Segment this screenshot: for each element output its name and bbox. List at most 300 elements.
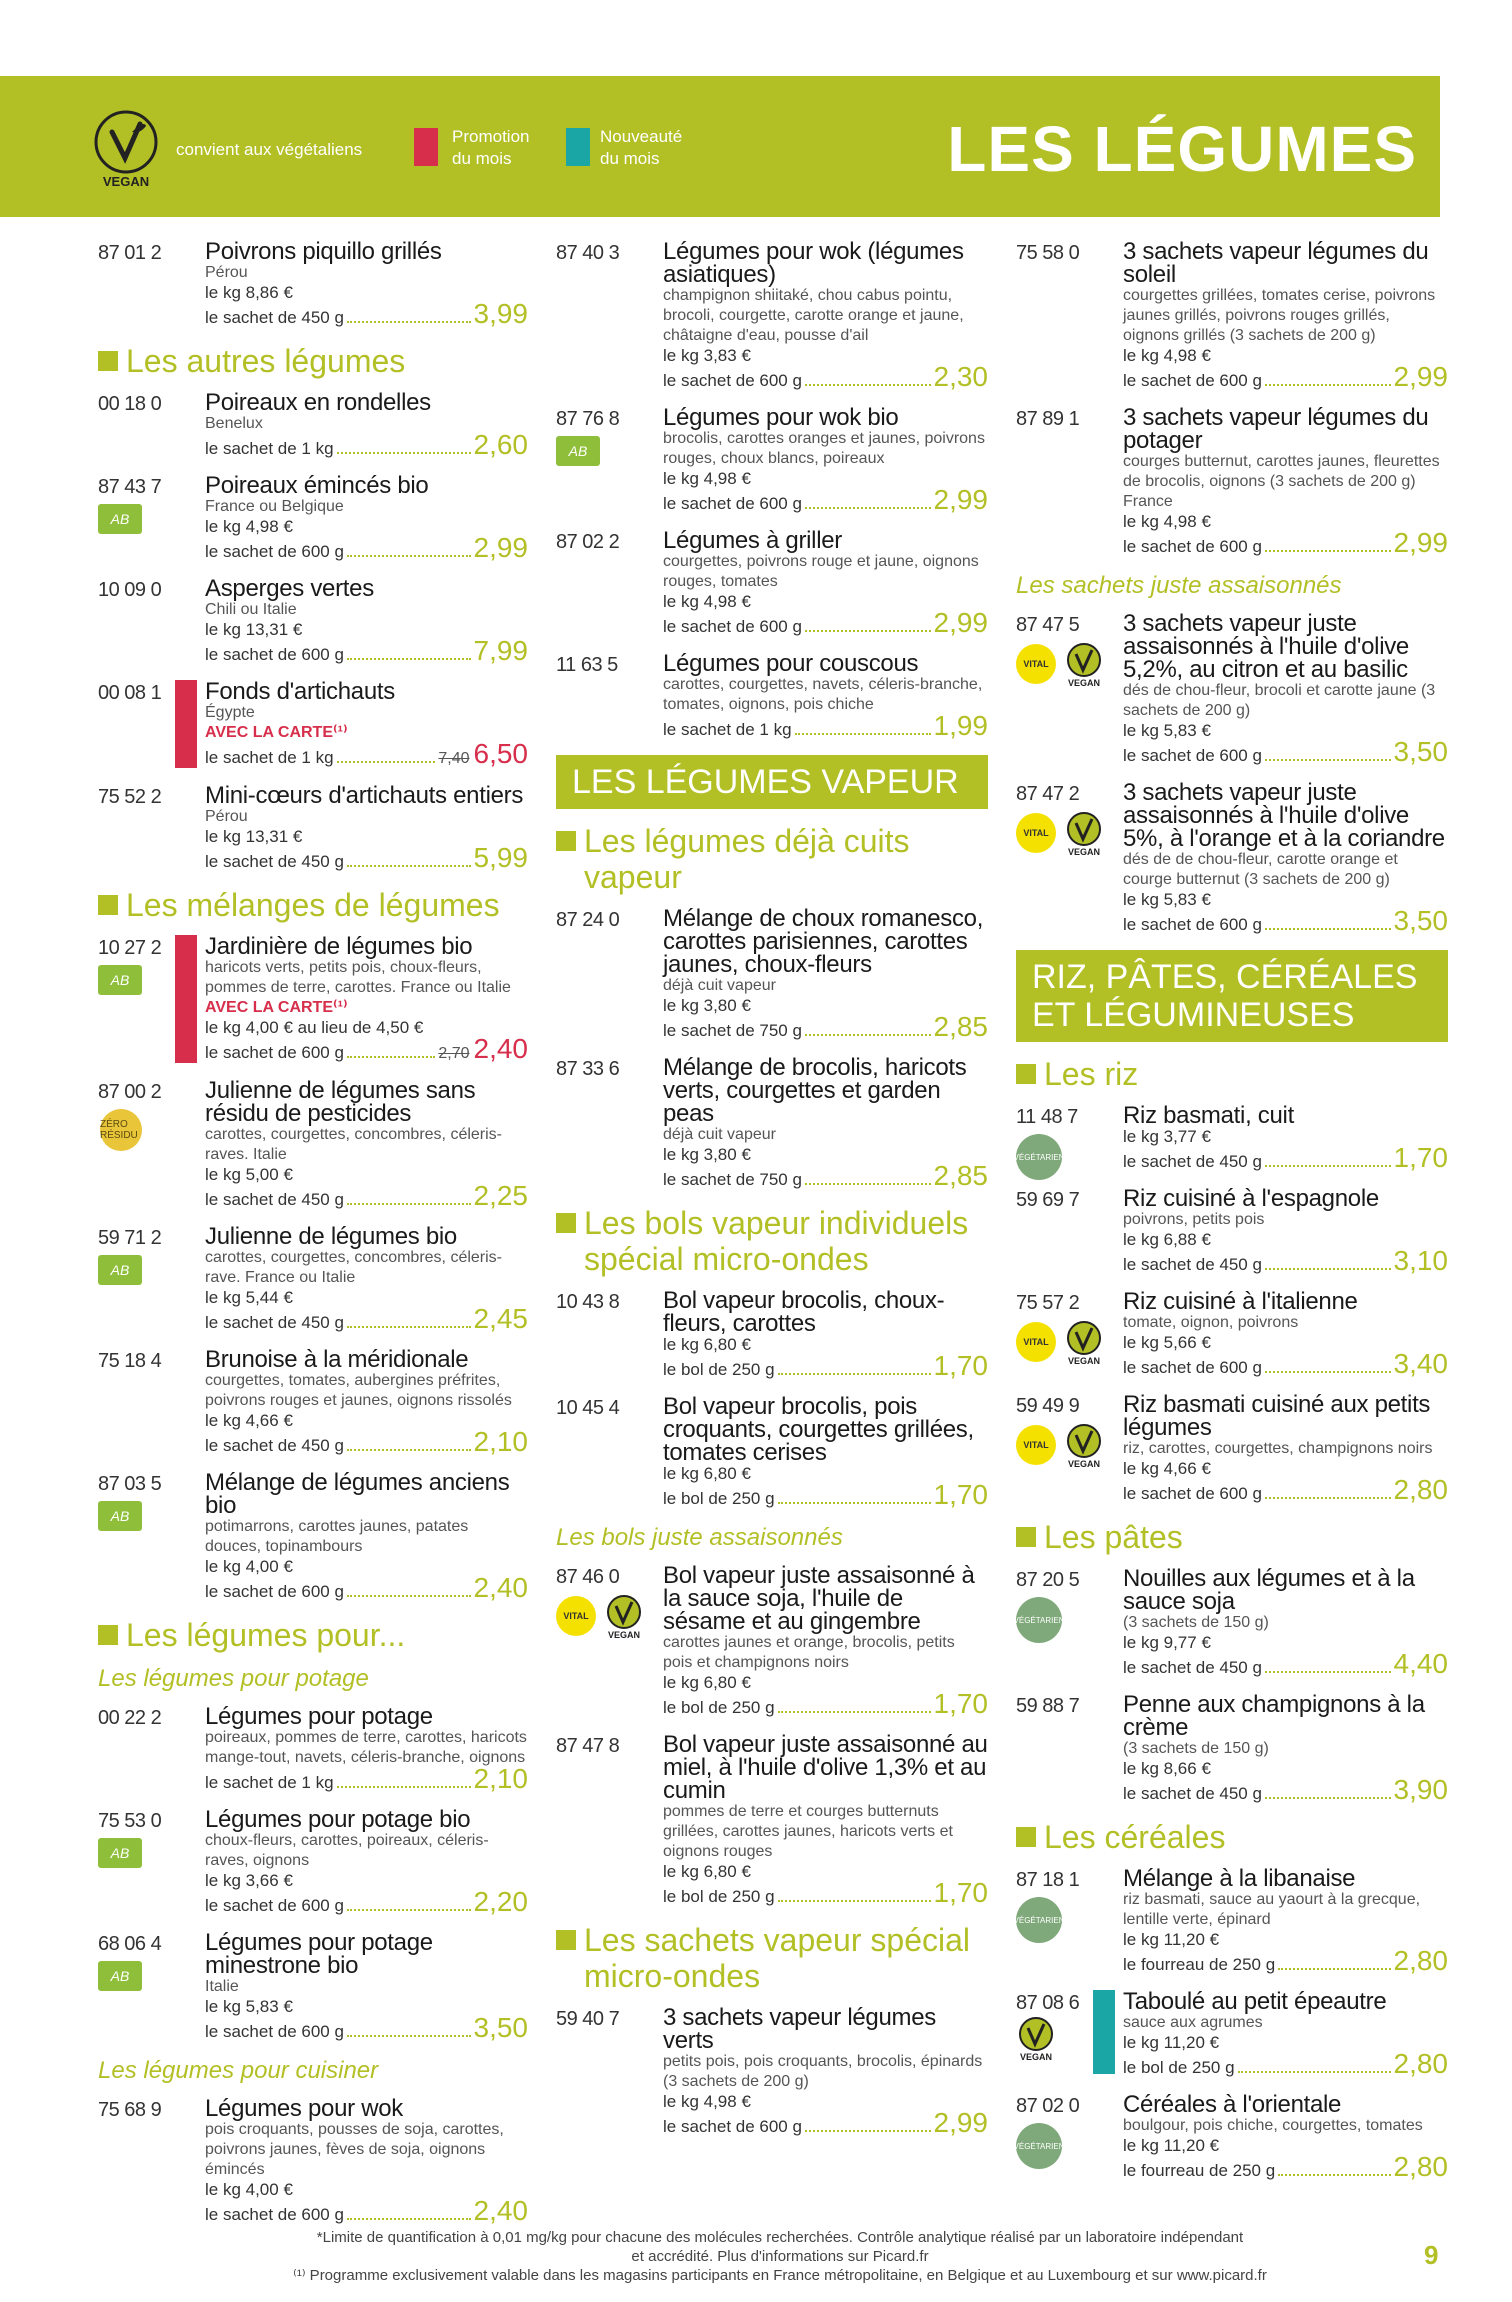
product-entry [556,1289,988,1381]
product-name: Julienne de légumes bio [205,1223,457,1250]
product-detail: pommes de terre et courges butternuts grillées, carottes jaunes, haricots verts et oignons rouges [663,1803,953,1860]
price: 2,99 [1393,361,1448,392]
product-detail: courgettes, poivrons rouge et jaune, oignons rouges, tomates [663,553,979,590]
product-name: Riz cuisiné à l'espagnole [1123,1185,1379,1212]
product-code: 11 63 5 [556,654,618,676]
product-code: 87 43 7 [98,476,162,498]
price: 3,90 [1393,1774,1448,1805]
product-detail: Pérou [205,264,248,281]
column-3 [1013,238,1448,2196]
price-per-kg: le kg 13,31 € [205,620,303,639]
product-code: 87 47 2 [1016,783,1080,805]
section-title: Les autres légumes [98,343,528,379]
vegetarian-badge-icon: VÉGÉTARIEN [1016,1597,1062,1643]
unit-label: le bol de 250 g [663,1887,775,1906]
vegan-badge-icon [1064,642,1104,688]
unit-label: le sachet de 1 kg [205,439,334,458]
price: 5,99 [473,842,528,873]
product-detail: boulgour, pois chiche, courgettes, tomates [1123,2117,1423,2134]
organic-leaf-icon: AB [98,1961,142,1991]
product-entry [98,474,528,563]
price-per-kg: le kg 5,83 € [1123,721,1211,740]
unit-label: le sachet de 600 g [205,1582,344,1601]
unit-label: le sachet de 450 g [1123,1152,1262,1171]
price-per-kg: le kg 3,80 € [663,996,751,1015]
price: 3,10 [1393,1245,1448,1276]
svg-text:VEGAN: VEGAN [1067,1356,1101,1366]
footnotes [240,2228,1320,2285]
organic-leaf-icon: AB [98,1838,142,1868]
price: 2,99 [933,2107,988,2138]
product-detail: sauce aux agrumes [1123,2014,1263,2031]
product-entry [98,2097,528,2226]
product-name: Légumes pour couscous [663,650,919,677]
column-2 [556,240,988,2152]
vital-badge-icon: VITAL [1016,1425,1056,1465]
category-banner: RIZ, PÂTES, CÉRÉALES ET LÉGUMINEUSES [1016,950,1448,1042]
product-code: 87 02 2 [556,531,620,553]
unit-label: le sachet de 600 g [205,2205,344,2224]
price: 1,70 [933,1350,988,1381]
unit-label: le fourreau de 250 g [1123,1955,1276,1974]
price: 2,30 [933,361,988,392]
price-per-kg: le kg 6,80 € [663,1673,751,1692]
product-code: 00 18 0 [98,393,162,415]
product-detail: petits pois, pois croquants, brocolis, épinards (3 sachets de 200 g) [663,2053,983,2090]
product-name: Mélange de choux romanesco, carottes parisiennes, carottes jaunes, choux-fleurs [663,905,984,978]
price: 2,80 [1393,2151,1448,2182]
product-name: Bol vapeur brocolis, pois croquants, courgettes grillées, tomates cerises [663,1393,974,1466]
footnote-line: *Limite de quantification à 0,01 mg/kg pour chacune des molécules recherchées. Contrôle analytique réalisé par un laboratoire indépendant [316,2229,1244,2246]
unit-label: le bol de 250 g [663,1489,775,1508]
product-code: 87 76 8 [556,408,620,430]
price-per-kg: le kg 4,00 € [205,1557,293,1576]
price: 1,70 [933,1479,988,1510]
price-per-kg: le kg 3,77 € [1123,1127,1211,1146]
product-code: 75 68 9 [98,2099,162,2121]
product-name: Riz basmati cuisiné aux petits légumes [1123,1391,1431,1441]
unit-label: le sachet de 600 g [205,2022,344,2041]
price-per-kg: le kg 5,66 € [1123,1333,1211,1352]
unit-label: le sachet de 600 g [205,1896,344,1915]
old-price: 7,40 [438,750,470,767]
product-detail: Benelux [205,415,263,432]
price-per-kg: le kg 4,66 € [1123,1459,1211,1478]
unit-label: le bol de 250 g [1123,2058,1235,2077]
product-name: Mini-cœurs d'artichauts entiers [205,782,524,809]
product-detail: riz basmati, sauce au yaourt à la grecque, lentille verte, épinard [1123,1891,1421,1928]
price: 2,10 [473,1426,528,1457]
promo-marker [175,935,197,1063]
product-entry [98,391,528,460]
product-code: 59 71 2 [98,1227,162,1249]
category-banner: LES LÉGUMES VAPEUR [556,755,988,809]
price: 2,25 [473,1180,528,1211]
price: 1,70 [933,1688,988,1719]
product-code: 87 03 5 [98,1473,162,1495]
product-code: 10 09 0 [98,579,162,601]
price-per-kg: le kg 5,83 € [205,1997,293,2016]
product-name: Brunoise à la méridionale [205,1346,469,1373]
product-code: 75 53 0 [98,1810,162,1832]
unit-label: le sachet de 450 g [205,1313,344,1332]
product-code: 59 49 9 [1016,1395,1080,1417]
unit-label: le sachet de 750 g [663,1170,802,1189]
unit-label: le sachet de 450 g [205,1436,344,1455]
product-detail: déjà cuit vapeur [663,977,776,994]
section-title: Les pâtes [1016,1519,1448,1555]
price: 2,80 [1393,2048,1448,2079]
vegan-badge-icon [604,1594,644,1640]
product-code: 59 40 7 [556,2008,620,2030]
product-name: Nouilles aux légumes et à la sauce soja [1123,1565,1415,1615]
unit-label: le sachet de 600 g [205,645,344,664]
price-per-kg: le kg 6,80 € [663,1335,751,1354]
column-1 [98,240,528,2240]
price: 2,80 [1393,1945,1448,1976]
product-entry [1016,406,1448,558]
product-entry [1016,1290,1448,1379]
product-code: 59 69 7 [1016,1189,1080,1211]
organic-leaf-icon: AB [98,965,142,995]
product-detail: (3 sachets de 150 g) [1123,1614,1269,1631]
product-code: 87 33 6 [556,1058,620,1080]
unit-label: le sachet de 600 g [205,1043,344,1062]
unit-label: le sachet de 600 g [205,542,344,561]
product-code: 87 47 5 [1016,614,1080,636]
unit-label: le sachet de 600 g [1123,1358,1262,1377]
product-code: 75 52 2 [98,786,162,808]
product-detail: déjà cuit vapeur [663,1126,776,1143]
legend-vegan-label: convient aux végétaliens [176,140,363,159]
unit-label: le sachet de 450 g [205,852,344,871]
vegetarian-badge-icon: VÉGÉTARIEN [1016,1134,1062,1180]
price: 2,20 [473,1886,528,1917]
vegan-badge-icon [1064,811,1104,857]
price-per-kg: le kg 11,20 € [1123,2136,1220,2155]
product-entry [556,907,988,1042]
unit-label: le sachet de 600 g [1123,746,1262,765]
price-per-kg: le kg 4,98 € [1123,512,1211,531]
product-entry [1016,1393,1448,1505]
price-per-kg: le kg 5,00 € [205,1165,293,1184]
promo-label: AVEC LA CARTE⁽¹⁾ [205,999,348,1016]
product-name: Asperges vertes [205,575,374,602]
vegan-logo-icon [92,110,160,188]
product-name: 3 sachets vapeur juste assaisonnés à l'huile d'olive 5,2%, au citron et au basilic [1123,610,1409,683]
product-code: 11 48 7 [1016,1106,1078,1128]
unit-label: le bol de 250 g [663,1360,775,1379]
product-entry [556,1733,988,1908]
product-code: 10 27 2 [98,937,162,959]
product-code: 87 89 1 [1016,408,1080,430]
product-detail: dés de chou-fleur, brocoli et carotte jaune (3 sachets de 200 g) [1123,682,1436,719]
product-entry-new [1016,1990,1448,2079]
product-code: 68 06 4 [98,1933,162,1955]
product-name: Poireaux émincés bio [205,472,429,499]
vital-badge-icon: VITAL [1016,813,1056,853]
product-entry [1016,1693,1448,1805]
product-entry [98,1808,528,1917]
price: 2,40 [473,2195,528,2226]
price: 2,40 [473,1572,528,1603]
vegetarian-badge-icon: VÉGÉTARIEN [1016,1897,1062,1943]
product-code: 75 58 0 [1016,242,1080,264]
product-entry [1013,2091,1448,2182]
vital-badge-icon: VITAL [1016,644,1056,684]
product-name: Bol vapeur juste assaisonné à la sauce soja, l'huile de sésame et au gingembre [663,1562,975,1635]
product-code: 87 08 6 [1016,1992,1080,2014]
product-name: Jardinière de légumes bio [205,933,473,960]
price: 6,50 [473,738,528,769]
price-per-kg: le kg 4,98 € [663,2092,751,2111]
product-entry [98,1348,528,1457]
unit-label: le sachet de 600 g [1123,915,1262,934]
price-per-kg: le kg 6,80 € [663,1862,751,1881]
price: 2,10 [473,1763,528,1794]
unit-label: le sachet de 750 g [663,1021,802,1040]
product-detail: choux-fleurs, carottes, poireaux, céleris-raves, oignons [205,1832,489,1869]
product-code: 59 88 7 [1016,1695,1080,1717]
product-entry-promo [98,680,528,770]
product-name: Légumes pour wok bio [663,404,899,431]
product-entry [1013,1565,1448,1679]
price: 2,85 [933,1011,988,1042]
vegan-logo-text: VEGAN [102,174,150,188]
product-detail: Égypte [205,704,255,721]
unit-label: le sachet de 600 g [663,494,802,513]
svg-text:VEGAN: VEGAN [1019,2052,1053,2062]
product-entry [98,1079,528,1211]
section-title: Les mélanges de légumes [98,887,528,923]
price-per-kg: le kg 4,98 € [1123,346,1211,365]
product-name: 3 sachets vapeur légumes du soleil [1123,238,1429,288]
subsection-title: Les sachets juste assaisonnés [1016,572,1342,599]
product-name: Poireaux en rondelles [205,389,431,416]
product-code: 87 47 8 [556,1735,620,1757]
product-name: Légumes pour potage minestrone bio [205,1929,433,1979]
organic-leaf-icon: AB [556,436,600,466]
price-per-kg: le kg 5,44 € [205,1288,293,1307]
product-code: 87 40 3 [556,242,620,264]
product-detail: dés de de chou-fleur, carotte orange et courge butternut (3 sachets de 200 g) [1123,851,1398,888]
old-price: 2,70 [438,1045,470,1062]
product-code: 10 43 8 [556,1291,620,1313]
product-entry [98,577,528,666]
vegan-badge-icon [1064,1423,1104,1469]
vegan-badge-icon [1016,2016,1056,2062]
product-entry [98,784,528,873]
zero-residue-badge-icon: ZÉRO RÉSIDU [100,1109,142,1151]
product-detail: France ou Belgique [205,498,344,515]
subsection-title: Les légumes pour cuisiner [98,2057,379,2084]
section-title: Les légumes déjà cuits vapeur [556,823,988,895]
price-per-kg: le kg 4,00 € au lieu de 4,50 € [205,1018,424,1037]
product-code: 87 00 2 [98,1081,162,1103]
product-detail: brocolis, carottes oranges et jaunes, poivrons rouges, choux blancs, poireaux [663,430,985,467]
product-name: Riz cuisiné à l'italienne [1123,1288,1358,1315]
product-detail: pois croquants, pousses de soja, carottes, poivrons jaunes, fèves de soja, oignons émincés [205,2121,504,2178]
product-detail: Chili ou Italie [205,601,297,618]
product-detail: carottes, courgettes, concombres, céleris-rave. France ou Italie [205,1249,503,1286]
product-entry [1013,1102,1448,1173]
product-code: 00 22 2 [98,1707,162,1729]
price: 3,50 [1393,905,1448,936]
product-name: Bol vapeur brocolis, choux-fleurs, carottes [663,1287,945,1337]
price: 2,99 [1393,527,1448,558]
footnote-line: ⁽¹⁾ Programme exclusivement valable dans les magasins participants en France métropolitaine, en Belgique et au Luxembourg et sur www.picard.fr [293,2267,1267,2284]
product-entry-promo [98,935,528,1065]
product-name: Légumes pour potage bio [205,1806,471,1833]
unit-label: le sachet de 600 g [663,371,802,390]
vital-badge-icon: VITAL [1016,1322,1056,1362]
product-code: 75 57 2 [1016,1292,1080,1314]
price: 1,70 [1393,1142,1448,1173]
organic-leaf-icon: AB [98,504,142,534]
subsection-title: Les bols juste assaisonnés [556,1524,843,1551]
section-title: Les bols vapeur individuels spécial micro-ondes [556,1205,988,1277]
unit-label: le sachet de 450 g [1123,1255,1262,1274]
price: 2,40 [473,1033,528,1064]
svg-text:VEGAN: VEGAN [1067,678,1101,688]
price: 2,85 [933,1160,988,1191]
product-name: 3 sachets vapeur légumes verts [663,2004,936,2054]
product-detail: poireaux, pommes de terre, carottes, haricots mange-tout, navets, céleris-branche, oignons [205,1729,527,1766]
price: 7,99 [473,635,528,666]
price-per-kg: le kg 3,80 € [663,1145,751,1164]
promo-label: AVEC LA CARTE⁽¹⁾ [205,724,348,741]
product-name: Légumes à griller [663,527,842,554]
product-name: Poivrons piquillo grillés [205,238,442,265]
price-per-kg: le kg 3,83 € [663,346,751,365]
price: 2,99 [933,607,988,638]
product-code: 75 18 4 [98,1350,162,1372]
unit-label: le sachet de 600 g [1123,371,1262,390]
page-title: LES LÉGUMES [947,113,1417,185]
price-per-kg: le kg 11,20 € [1123,1930,1220,1949]
product-detail: riz, carottes, courgettes, champignons noirs [1123,1440,1433,1457]
price-per-kg: le kg 8,66 € [1123,1759,1211,1778]
product-code: 87 46 0 [556,1566,620,1588]
price-per-kg: le kg 4,98 € [663,592,751,611]
product-entry [556,1056,988,1191]
svg-text:VEGAN: VEGAN [1067,847,1101,857]
price-per-kg: le kg 13,31 € [205,827,303,846]
product-name: Mélange de brocolis, haricots verts, courgettes et garden peas [663,1054,967,1127]
price-per-kg: le kg 6,80 € [663,1464,751,1483]
product-code: 87 18 1 [1016,1869,1080,1891]
price-per-kg: le kg 8,86 € [205,283,293,302]
svg-text:VEGAN: VEGAN [1067,1459,1101,1469]
product-detail: courges butternut, carottes jaunes, fleurettes de brocolis, oignons (3 sachets de 200 g) France [1123,453,1440,510]
product-entry [98,1471,528,1603]
product-name: Julienne de légumes sans résidu de pesticides [205,1077,476,1127]
price-per-kg: le kg 4,00 € [205,2180,293,2199]
product-detail: haricots verts, petits pois, choux-fleurs, pommes de terre, carottes. France ou Italie [205,959,511,996]
unit-label: le sachet de 600 g [1123,537,1262,556]
product-name: Fonds d'artichauts [205,678,395,705]
price: 3,99 [473,298,528,329]
vegan-badge-icon [1064,1320,1104,1366]
product-name: 3 sachets vapeur juste assaisonnés à l'huile d'olive 5%, à l'orange et à la coriandre [1123,779,1445,852]
price: 1,99 [933,710,988,741]
price-per-kg: le kg 9,77 € [1123,1633,1211,1652]
promo-marker [175,680,197,768]
legend-new-label: Nouveauté du mois [600,127,683,168]
product-entry [556,240,988,392]
page-number: 9 [1424,2240,1439,2270]
new-marker [1093,1990,1115,2074]
product-detail: courgettes grillées, tomates cerise, poivrons jaunes grillés, poivrons rouges grillés, oignons grillés (3 sachets de 200 g) [1123,287,1436,344]
product-name: Taboulé au petit épeautre [1123,1988,1387,2015]
product-detail: carottes jaunes et orange, brocolis, petits pois et champignons noirs [663,1634,955,1671]
price: 3,50 [1393,736,1448,767]
product-name: Mélange à la libanaise [1123,1865,1356,1892]
price: 2,99 [473,532,528,563]
product-detail: Italie [205,1978,239,1995]
product-entry [556,406,988,515]
unit-label: le sachet de 450 g [205,1190,344,1209]
product-detail: carottes, courgettes, navets, céleris-branche, tomates, oignons, pois chiche [663,676,983,713]
product-entry [98,1225,528,1334]
price: 4,40 [1393,1648,1448,1679]
price: 2,45 [473,1303,528,1334]
svg-text:VEGAN: VEGAN [607,1630,641,1640]
product-entry [1016,612,1448,767]
unit-label: le sachet de 1 kg [205,748,334,767]
vital-badge-icon: VITAL [556,1596,596,1636]
price: 1,70 [933,1877,988,1908]
product-entry [98,1931,528,2043]
product-entry [556,652,988,741]
product-detail: potimarrons, carottes jaunes, patates douces, topinambours [205,1518,469,1555]
product-entry [556,1395,988,1510]
price: 2,60 [473,429,528,460]
product-code: 00 08 1 [98,682,162,704]
product-entry [98,240,528,329]
product-code: 87 01 2 [98,242,162,264]
legend-new-swatch [566,128,590,166]
price-per-kg: le kg 11,20 € [1123,2033,1220,2052]
price: 2,80 [1393,1474,1448,1505]
price: 3,50 [473,2012,528,2043]
unit-label: le sachet de 450 g [205,308,344,327]
price-per-kg: le kg 6,88 € [1123,1230,1211,1249]
price: 3,40 [1393,1348,1448,1379]
product-entry [556,1564,988,1719]
product-entry [1016,781,1448,936]
product-detail: Pérou [205,808,248,825]
product-code: 87 02 0 [1016,2095,1080,2117]
product-detail: tomate, oignon, poivrons [1123,1314,1299,1331]
product-name: Légumes pour potage [205,1703,433,1730]
product-name: Mélange de légumes anciens bio [205,1469,510,1519]
product-entry [98,1705,528,1794]
product-name: Bol vapeur juste assaisonné au miel, à l'huile d'olive 1,3% et au cumin [663,1731,988,1804]
product-entry [1013,1865,1448,1976]
price-per-kg: le kg 4,98 € [663,469,751,488]
product-name: Légumes pour wok [205,2095,403,2122]
unit-label: le sachet de 600 g [663,2117,802,2136]
section-title: Les légumes pour... [98,1617,528,1653]
product-detail: poivrons, petits pois [1123,1211,1265,1228]
unit-label: le bol de 250 g [663,1698,775,1717]
product-name: 3 sachets vapeur légumes du potager [1123,404,1429,454]
unit-label: le sachet de 600 g [1123,1484,1262,1503]
product-detail: courgettes, tomates, aubergines préfrites, poivrons rouges et jaunes, oignons rissolés [205,1372,512,1409]
footnote-line: et accrédité. Plus d'informations sur Picard.fr [631,2248,929,2265]
product-detail: (3 sachets de 150 g) [1123,1740,1269,1757]
